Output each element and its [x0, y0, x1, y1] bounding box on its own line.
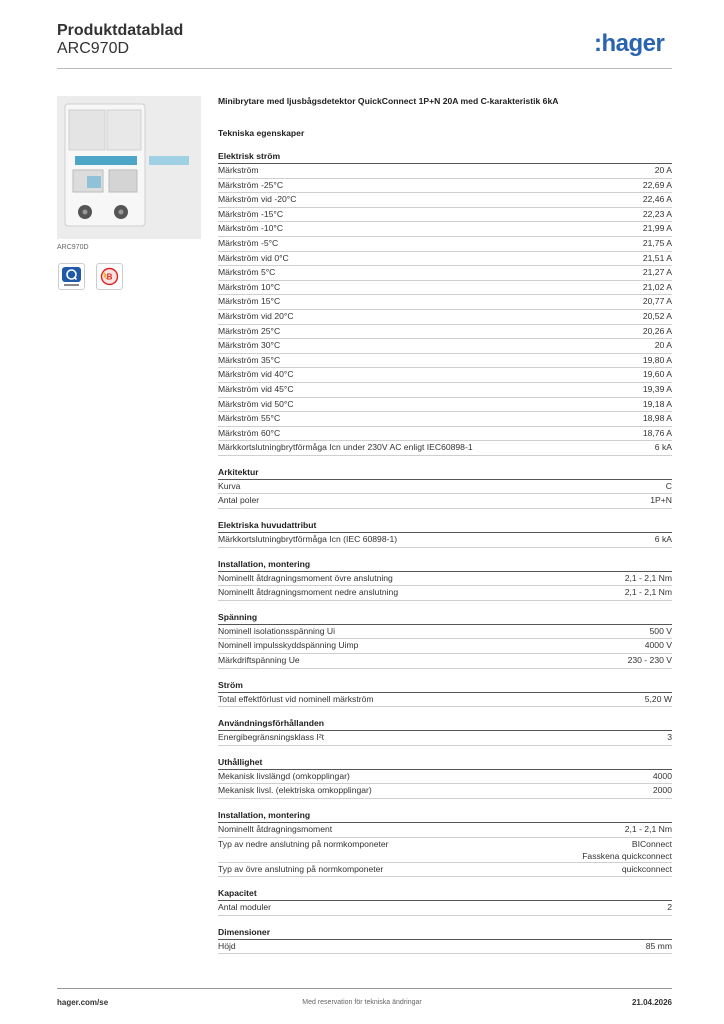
property-label: Nominell isolationsspänning Ui [218, 625, 336, 636]
table-row [218, 237, 672, 252]
value-line: 19,18 A [642, 398, 672, 409]
value-line: 21,99 A [642, 223, 672, 234]
table-row [218, 281, 672, 296]
property-group [218, 150, 672, 456]
property-label: Märkström 15°C [218, 296, 281, 307]
property-label: Märkström [218, 165, 259, 175]
property-value [646, 940, 672, 952]
property-value [653, 784, 672, 796]
table-row [218, 586, 672, 601]
property-value [622, 863, 672, 875]
value-line: 500 V [649, 625, 672, 636]
value-line: 21,51 A [642, 252, 672, 263]
table-row [218, 823, 672, 838]
property-groups [218, 150, 672, 954]
property-value [650, 494, 672, 506]
value-line: 5,20 W [644, 693, 672, 704]
property-group [218, 756, 672, 799]
value-line: Fasskena quickconnect [582, 850, 672, 861]
property-label: Märkström vid 45°C [218, 383, 294, 394]
table-row [218, 193, 672, 208]
property-label: Märkkortslutningbrytförmåga Icn (IEC 60898-1) [218, 534, 398, 545]
property-group [218, 717, 672, 746]
property-label: Höjd [218, 940, 236, 951]
table-row [218, 266, 672, 281]
property-label: Märkström 30°C [218, 340, 281, 351]
property-group [218, 466, 672, 509]
value-line: 6 kA [654, 534, 672, 545]
table-row [218, 368, 672, 383]
property-value [643, 398, 672, 410]
property-label: Märkström 35°C [218, 354, 281, 365]
table-row [218, 354, 672, 369]
value-line: 21,27 A [642, 267, 672, 278]
group-title: Installation, montering [218, 558, 672, 572]
property-value [653, 770, 672, 782]
value-line: BIConnect [631, 838, 672, 849]
property-label: Märkström -15°C [218, 208, 284, 219]
property-value [628, 654, 672, 666]
property-label: Märkström 5°C [218, 267, 276, 278]
value-line: 21,02 A [642, 281, 672, 292]
value-line: 20 A [654, 165, 672, 175]
group-title: Dimensioner [218, 926, 672, 940]
technical-data [218, 96, 672, 964]
table-row [218, 222, 672, 237]
table-row [218, 572, 672, 587]
value-line: 1P+N [650, 495, 672, 506]
table-row [218, 427, 672, 442]
value-line: quickconnect [621, 863, 672, 874]
header-divider [57, 68, 672, 69]
property-label: Nominellt åtdragningsmoment [218, 824, 333, 834]
table-row [218, 731, 672, 746]
property-label: Märkström -10°C [218, 223, 284, 234]
property-value [643, 383, 672, 395]
table-row [218, 412, 672, 427]
property-label: Energibegränsningsklass I²t [218, 732, 325, 743]
table-row [218, 533, 672, 548]
property-value [667, 901, 672, 913]
value-line: 21,75 A [642, 237, 672, 248]
property-label: Typ av övre anslutning på normkomponeter [218, 863, 384, 874]
property-label: Märkkortslutningbrytförmåga Icn under 230V AC enligt IEC60898-1 [218, 442, 473, 453]
value-line: 18,76 A [642, 427, 672, 438]
group-title: Installation, montering [218, 809, 672, 823]
group-title: Elektrisk ström [218, 150, 672, 164]
property-value [643, 252, 672, 264]
image-caption: ARC970D [57, 244, 89, 251]
quickconnect-badge-icon [58, 263, 85, 290]
property-label: Märkström vid -20°C [218, 194, 297, 205]
table-row [218, 654, 672, 669]
property-value [643, 281, 672, 293]
value-line: 4000 [652, 770, 672, 781]
group-title: Elektriska huvudattribut [218, 519, 672, 533]
properties-heading: Tekniska egenskaper [218, 128, 305, 138]
property-group [218, 926, 672, 955]
property-group [218, 611, 672, 669]
value-line: 22,69 A [642, 179, 672, 190]
table-row [218, 494, 672, 509]
value-line: 3 [667, 732, 672, 743]
value-line: 18,98 A [642, 413, 672, 424]
property-value [643, 266, 672, 278]
property-group [218, 519, 672, 548]
table-row [218, 639, 672, 654]
property-label: Märkström 55°C [218, 413, 281, 424]
value-line: C [665, 480, 672, 491]
property-value [645, 639, 672, 651]
group-title: Kapacitet [218, 887, 672, 901]
value-line: 19,80 A [642, 354, 672, 365]
property-value [643, 179, 672, 191]
property-label: Märkström -5°C [218, 237, 279, 248]
property-group [218, 679, 672, 708]
table-row [218, 295, 672, 310]
property-label: Märkström vid 50°C [218, 398, 294, 409]
property-group [218, 809, 672, 877]
value-line: 85 mm [645, 940, 672, 951]
table-row [218, 339, 672, 354]
footer-disclaimer: Med reservation för tekniska ändringar [302, 999, 422, 1006]
property-value [643, 295, 672, 307]
value-line: 2,1 - 2,1 Nm [624, 572, 672, 583]
value-line: 2,1 - 2,1 Nm [624, 587, 672, 598]
property-label: Nominellt åtdragningsmoment nedre anslutning [218, 587, 399, 598]
table-row [218, 863, 672, 878]
table-row [218, 784, 672, 799]
value-line: 22,23 A [642, 208, 672, 219]
value-line: 20,52 A [642, 310, 672, 321]
table-row [218, 940, 672, 955]
property-value [643, 237, 672, 249]
value-line: 6 kA [654, 442, 672, 453]
value-line: 230 - 230 V [627, 655, 672, 666]
property-value [655, 339, 672, 351]
table-row [218, 398, 672, 413]
property-label: Märkström vid 20°C [218, 310, 294, 321]
property-value [667, 731, 672, 743]
table-row [218, 770, 672, 785]
property-group [218, 887, 672, 916]
table-row [218, 179, 672, 194]
property-label: Typ av nedre anslutning på normkomponeter [218, 838, 389, 849]
table-row [218, 693, 672, 708]
property-value [643, 208, 672, 220]
property-group [218, 558, 672, 601]
property-value [666, 480, 672, 492]
property-value [625, 823, 672, 835]
group-title: Arkitektur [218, 466, 672, 480]
table-row [218, 208, 672, 223]
value-line: 2 [667, 902, 672, 913]
property-label: Antal moduler [218, 902, 272, 913]
property-label: Mekanisk livslängd (omkopplingar) [218, 770, 350, 781]
property-label: Märkström vid 40°C [218, 369, 294, 380]
property-label: Mekanisk livsl. (elektriska omkopplingar) [218, 785, 372, 796]
property-value [650, 625, 672, 637]
table-row [218, 325, 672, 340]
table-row [218, 441, 672, 456]
table-row [218, 625, 672, 640]
property-value [582, 838, 672, 862]
table-row [218, 383, 672, 398]
property-value [625, 572, 672, 584]
value-line: 20,26 A [642, 325, 672, 336]
value-line: 19,39 A [642, 383, 672, 394]
property-value [645, 693, 672, 705]
group-title: Uthållighet [218, 756, 672, 770]
hager-logo: :hager [594, 30, 665, 57]
property-value [643, 412, 672, 424]
product-image [57, 96, 201, 239]
value-line: 4000 V [644, 640, 672, 651]
property-label: Nominellt åtdragningsmoment övre anslutning [218, 572, 393, 583]
product-code: ARC970D [57, 40, 130, 57]
value-line: 2000 [652, 785, 672, 796]
property-label: Märkström -25°C [218, 179, 284, 190]
svg-text:B: B [106, 272, 113, 282]
circuit-breaker-icon [57, 96, 201, 239]
property-value [625, 586, 672, 598]
page-title: Produktdatablad [57, 22, 184, 39]
footer-divider [57, 988, 672, 989]
property-label: Märkström vid 0°C [218, 252, 289, 263]
arc-detection-badge-icon [96, 263, 123, 290]
group-title: Ström [218, 679, 672, 693]
property-label: Märkström 25°C [218, 325, 281, 336]
table-row [218, 838, 672, 863]
value-line: 20,77 A [642, 296, 672, 307]
property-label: Total effektförlust vid nominell märkström [218, 693, 374, 704]
table-row [218, 310, 672, 325]
property-value [643, 368, 672, 380]
property-value [643, 222, 672, 234]
property-label: Antal poler [218, 495, 260, 506]
property-value [643, 310, 672, 322]
product-description: Minibrytare med ljusbågsdetektor QuickConnect 1P+N 20A med C-karakteristik 6kA [218, 96, 559, 106]
property-value [655, 441, 672, 453]
table-row [218, 480, 672, 495]
footer-website: hager.com/se [57, 998, 109, 1007]
property-value [643, 427, 672, 439]
table-row [218, 252, 672, 267]
value-line: 19,60 A [642, 369, 672, 380]
value-line: 20 A [654, 340, 672, 351]
property-label: Märkström 60°C [218, 427, 281, 438]
property-value [655, 164, 672, 176]
property-label: Nominell impulsskyddspänning Uimp [218, 640, 359, 651]
property-value [643, 325, 672, 337]
footer-date: 21.04.2026 [631, 998, 672, 1007]
table-row [218, 901, 672, 916]
group-title: Spänning [218, 611, 672, 625]
table-row [218, 164, 672, 179]
property-label: Märkdriftspänning Ue [218, 655, 300, 666]
property-label: Märkström 10°C [218, 281, 281, 292]
property-value [643, 354, 672, 366]
property-label: Kurva [218, 480, 241, 491]
property-value [655, 533, 672, 545]
group-title: Användningsförhållanden [218, 717, 672, 731]
value-line: 2,1 - 2,1 Nm [624, 824, 672, 834]
value-line: 22,46 A [642, 194, 672, 205]
property-value [643, 193, 672, 205]
